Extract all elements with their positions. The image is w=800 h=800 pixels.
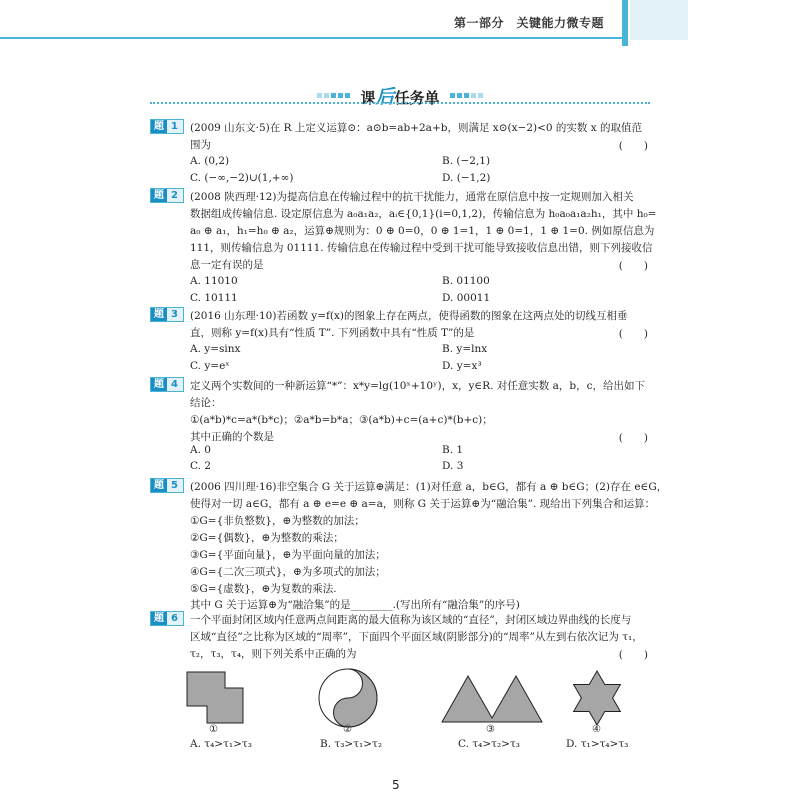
question-text: ①(a*b)*c=a*(b*c)；②a*b=b*a；③(a*b)+c=(a+c)*(b+c)； [190,414,493,426]
question-text: ④G={二次三项式}，⊕为多项式的加法； [190,566,386,578]
question-text: 其中正确的个数是 [190,431,274,443]
answer-paren: ( ) [618,260,648,272]
question-4 [150,376,650,476]
header-title: 第一部分 关键能力微专题 [454,16,605,30]
question-text: τ₂，τ₃，τ₄，则下列关系中正确的为 [190,648,357,660]
header-accent-block [630,0,688,40]
question-badge: 题 1 [150,119,184,134]
question-badge: 题 4 [150,377,184,392]
answer-paren: ( ) [618,432,648,444]
option-d: D. τ₁>τ₄>τ₃ [566,738,629,750]
figure-4-hexagram [567,668,627,728]
figure-2-yin-yang [317,667,379,729]
question-badge: 题 2 [150,188,184,203]
question-1 [150,118,650,188]
figure-1-label: ① [209,724,218,735]
option-b: B. y=lnx [442,343,488,355]
option-c: C. τ₄>τ₂>τ₃ [458,738,520,750]
option-d: D. y=x³ [442,360,482,372]
option-a: A. y=sinx [190,343,241,355]
option-b: B. 1 [442,444,464,456]
question-text: (2008 陕西理·12)为提高信息在传输过程中的抗干扰能力，通常在原信息中按一定规则加入相关 [190,191,634,203]
question-text: 息一定有误的是 [190,259,264,271]
option-a: A. (0,2) [190,155,230,167]
option-c: C. y=eˣ [190,360,230,372]
question-text: ②G={偶数}，⊕为整数的乘法； [190,532,344,544]
question-text: (2016 山东理·10)若函数 y=f(x)的图象上存在两点，使得函数的图象在这两点处的切线互相垂 [190,310,628,322]
question-text: (2006 四川理·16)非空集合 G 关于运算⊕满足：(1)对任意 a，b∈G，都有 a ⊕ b∈G；(2)存在 e∈G， [190,481,668,493]
question-text: ①G={非负整数}，⊕为整数的加法； [190,515,365,527]
figure-3-twin-triangles [440,672,544,724]
figure-2-label: ② [343,724,352,735]
question-text: ③G={平面向量}，⊕为平面向量的加法； [190,549,386,561]
page-number: 5 [392,778,400,792]
figure-3-label: ③ [486,724,495,735]
question-text: ⑤G={虚数}，⊕为复数的乘法. [190,583,337,595]
question-text: 使得对一切 a∈G，都有 a ⊕ e=e ⊕ a=a，则称 G 关于运算⊕为“融洽集”. 现给出下列集合和运算： [190,498,656,510]
question-text: 区域“直径”之比称为区域的“周率”，下面四个平面区域(阴影部分)的“周率”从左到右依次记为 τ₁， [190,631,643,643]
question-badge: 题 5 [150,478,184,493]
question-text: 定义两个实数间的一种新运算“*”：x*y=lg(10ˣ+10ʸ)，x，y∈R. 对任意实数 a，b，c，给出如下 [190,380,645,392]
question-2 [150,187,657,307]
section-divider [150,102,650,104]
answer-paren: ( ) [618,649,648,661]
figure-4-label: ④ [592,724,601,735]
option-a: A. 0 [190,444,211,456]
header-rule [0,37,622,39]
question-text: 结论： [190,397,222,409]
option-c: C. 2 [190,460,212,472]
page-header [0,0,800,46]
question-text: a₀ ⊕ a₁，h₁=h₀ ⊕ a₂，运算⊕规则为：0 ⊕ 0=0，0 ⊕ 1=1，1 ⊕ 0=1，1 ⊕ 1=0. 例如原信息为 [190,225,655,237]
option-d: D. 00011 [442,292,491,304]
question-badge: 题 3 [150,307,184,322]
section-title: 课后任务单 [360,86,440,108]
option-a: A. 11010 [190,275,238,287]
header-accent-bar [622,0,628,46]
option-d: D. (−1,2) [442,172,491,184]
figure-1-staircase [185,670,245,725]
question-text: 围为 [190,139,211,151]
answer-paren: ( ) [618,140,648,152]
question-badge: 题 6 [150,611,184,626]
question-text: 其中 G 关于运算⊕为“融洽集”的是________.(写出所有“融洽集”的序号) [190,599,520,611]
question-text: 直，则称 y=f(x)具有“性质 T”. 下列函数中具有“性质 T”的是 [190,327,475,339]
option-b: B. 01100 [442,275,490,287]
option-b: B. (−2,1) [442,155,491,167]
option-a: A. τ₄>τ₁>τ₃ [190,738,252,750]
option-b: B. τ₃>τ₁>τ₂ [320,738,383,750]
question-text: 一个平面封闭区域内任意两点间距离的最大值称为该区域的“直径”，封闭区域边界曲线的长度与 [190,614,632,626]
question-3 [150,306,650,376]
option-c: C. (−∞,−2)∪(1,+∞) [190,172,294,184]
answer-paren: ( ) [618,328,648,340]
question-text: (2009 山东文·5)在 R 上定义运算⊙：a⊙b=ab+2a+b，则满足 x⊙(x−2)<0 的实数 x 的取值范 [190,122,643,134]
option-c: C. 10111 [190,292,238,304]
option-d: D. 3 [442,460,464,472]
question-text: 111，则传输信息为 01111. 传输信息在传输过程中受到干扰可能导致接收信息出错，则下列接收信 [190,242,653,254]
question-5 [150,477,668,611]
question-text: 数据组成传输信息. 设定原信息为 a₀a₁a₂，aᵢ∈{0,1}(i=0,1,2)，传输信息为 h₀a₀a₁a₂h₁，其中 h₀= [190,208,657,220]
